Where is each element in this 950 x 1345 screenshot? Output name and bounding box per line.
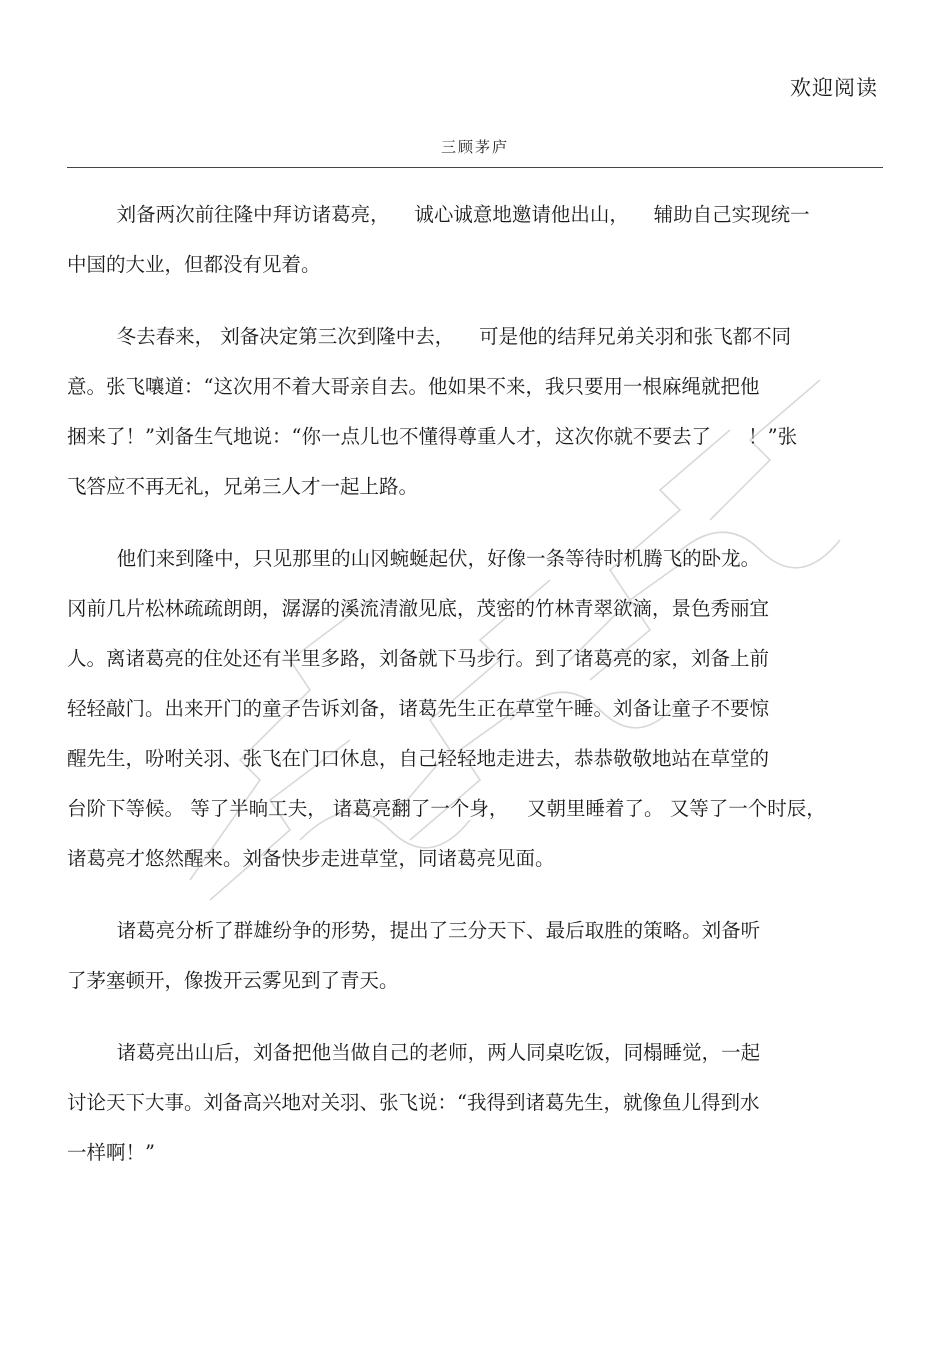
body-text-line: 中国的大业，但都没有见着。 [67,253,321,276]
header-welcome-text: 欢迎阅读 [790,76,878,100]
body-text-line: 讨论天下大事。刘备高兴地对关羽、张飞说：“我得到诸葛先生，就像鱼儿得到水 [67,1091,760,1114]
body-text-line: 醒先生，吩咐关羽、张飞在门口休息，自己轻轻地走进去，恭恭敬敬地站在草堂的 [67,747,770,770]
body-text-line: 诸葛亮分析了群雄纷争的形势，提出了三分天下、最后取胜的策略。刘备听 [67,919,761,942]
body-text-line: 冬去春来， 刘备决定第三次到隆中去， 可是他的结拜兄弟关羽和张飞都不同 [67,325,792,348]
body-text-line: 一样啊！” [67,1141,155,1164]
header-rule [67,167,883,168]
body-text-line: 诸葛亮才悠然醒来。刘备快步走进草堂，同诸葛亮见面。 [67,847,555,870]
body-text-line: 他们来到隆中，只见那里的山冈蜿蜒起伏，好像一条等待时机腾飞的卧龙。 [67,547,761,570]
body-text-line: 诸葛亮出山后，刘备把他当做自己的老师，两人同桌吃饭，同榻睡觉，一起 [67,1041,761,1064]
body-text-line: 飞答应不再无礼，兄弟三人才一起上路。 [67,475,419,498]
body-text-line: 轻轻敲门。出来开门的童子告诉刘备，诸葛先生正在草堂午睡。刘备让童子不要惊 [67,697,770,720]
body-text-line: 捆来了！”刘备生气地说：“你一点儿也不懂得尊重人才，这次你就不要去了 ！”张 [67,425,798,448]
body-text-line: 了茅塞顿开，像拨开云雾见到了青天。 [67,969,399,992]
body-text-line: 冈前几片松林疏疏朗朗，潺潺的溪流清澈见底，茂密的竹林青翠欲滴，景色秀丽宜 [67,597,770,620]
document-title: 三顾茅庐 [440,138,509,156]
body-text-line: 刘备两次前往隆中拜访诸葛亮， 诚心诚意地邀请他出山， 辅助自己实现统一 [67,203,810,226]
body-text-line: 人。离诸葛亮的住处还有半里多路，刘备就下马步行。到了诸葛亮的家，刘备上前 [67,647,770,670]
body-text-line: 台阶下等候。 等了半晌工夫， 诸葛亮翻了一个身， 又朝里睡着了。 又等了一个时辰， [67,797,826,820]
body-text-line: 意。张飞嚷道：“这次用不着大哥亲自去。他如果不来，我只要用一根麻绳就把他 [67,375,760,398]
